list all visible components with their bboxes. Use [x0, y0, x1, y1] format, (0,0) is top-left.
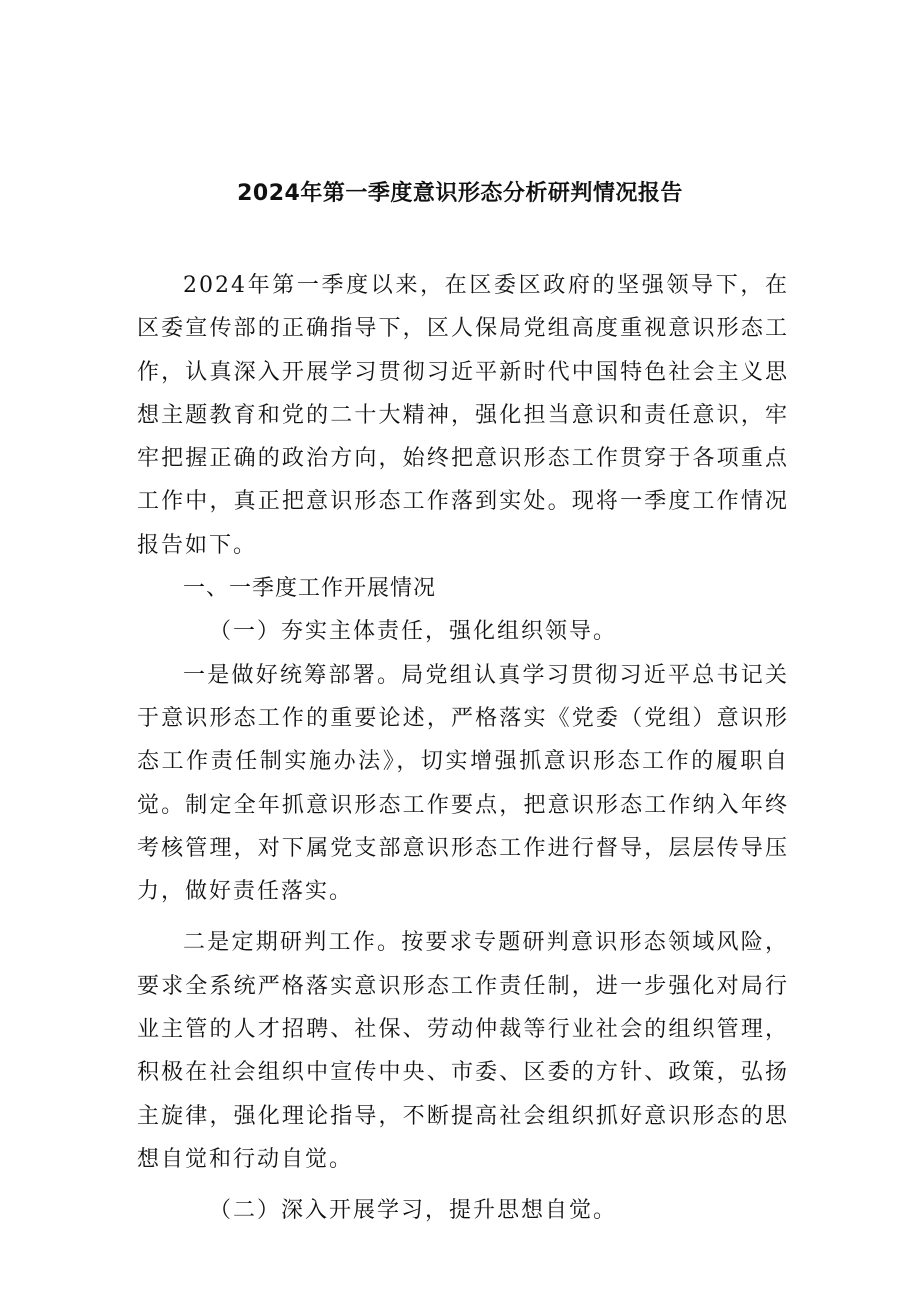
paragraph-analysis: 二是定期研判工作。按要求专题研判意识形态领域风险，要求全系统严格落实意识形态工作责任制，进一步强化对局行业主管的人才招聘、社保、劳动仲裁等行业社会的组织管理，积极在社会组织中宣传中央、市委、区委的方针、政策，弘扬主旋律，强化理论指导，不断提高社会组织抓好意识形态的思想自觉和行动自觉。: [137, 930, 789, 1172]
paragraph-planning: 一是做好统筹部署。局党组认真学习贯彻习近平总书记关于意识形态工作的重要论述，严格落实《党委（党组）意识形态工作责任制实施办法》，切实增强抓意识形态工作的履职自觉。制定全年抓意识形态工作要点，把意识形态工作纳入年终考核管理，对下属党支部意识形态工作进行督导，层层传导压力，做好责任落实。: [137, 662, 789, 905]
subsection-heading-1: （一）夯实主体责任，强化组织领导。: [209, 619, 618, 645]
section-heading-1: 一、一季度工作开展情况: [183, 576, 437, 602]
document-body: [137, 264, 789, 1233]
intro-paragraph: 2024年第一季度以来，在区委区政府的坚强领导下，在区委宣传部的正确指导下，区人保局党组高度重视意识形态工作，认真深入开展学习贯彻习近平新时代中国特色社会主义思想主题教育和党的二十大精神，强化担当意识和责任意识，牢牢把握正确的政治方向，始终把意识形态工作贯穿于各项重点工作中，真正把意识形态工作落到实处。现将一季度工作情况报告如下。: [137, 273, 789, 558]
subsection-heading-2: （二）深入开展学习，提升思想自觉。: [209, 1198, 618, 1224]
document-title: 2024年第一季度意识形态分析研判情况报告: [237, 181, 683, 206]
